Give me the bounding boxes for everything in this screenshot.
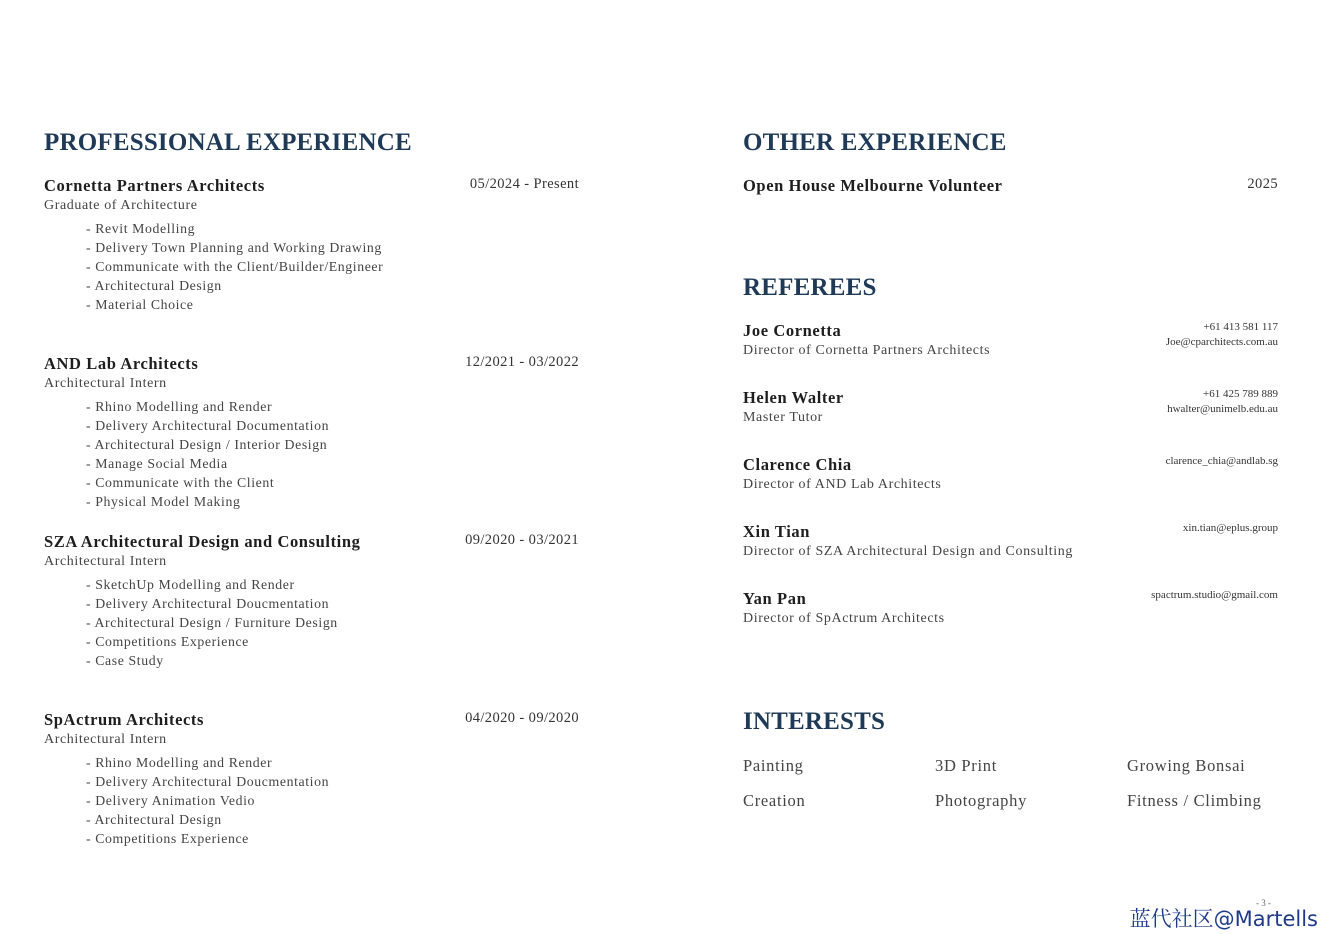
job-duty: - Architectural Design xyxy=(86,812,222,827)
job-role: Architectural Intern xyxy=(44,732,167,747)
referee-position: Master Tutor xyxy=(743,410,823,425)
job-duty: - Architectural Design xyxy=(86,278,222,293)
job-duty: - Delivery Town Planning and Working Drawing xyxy=(86,240,382,255)
job-duties-list xyxy=(86,219,383,314)
job-role: Graduate of Architecture xyxy=(44,198,198,213)
job-duty: - Communicate with the Client/Builder/Engineer xyxy=(86,259,384,274)
other-experience-title: Open House Melbourne Volunteer xyxy=(743,176,1003,195)
job-duties-list xyxy=(86,397,329,511)
job-dates: 09/2020 - 03/2021 xyxy=(465,532,579,548)
referee-email: hwalter@unimelb.edu.au xyxy=(1167,403,1278,415)
referee-name: Helen Walter xyxy=(743,388,844,407)
job-company: SpActrum Architects xyxy=(44,710,205,729)
job-duties-list xyxy=(86,575,338,670)
job-duty: - Competitions Experience xyxy=(86,831,249,846)
referee-position: Director of Cornetta Partners Architects xyxy=(743,343,991,358)
job-duty: - Delivery Architectural Doucmentation xyxy=(86,596,330,611)
job-duty: - Case Study xyxy=(86,653,164,668)
other-experience-year: 2025 xyxy=(1247,176,1278,192)
interest-item: Growing Bonsai xyxy=(1127,756,1246,775)
referee-email: clarence_chia@andlab.sg xyxy=(1165,455,1278,467)
job-role: Architectural Intern xyxy=(44,554,167,569)
interest-item: Photography xyxy=(935,791,1028,810)
referee-position: Director of SZA Architectural Design and Consulting xyxy=(743,544,1073,559)
job-duty: - Physical Model Making xyxy=(86,494,241,509)
referee-position: Director of AND Lab Architects xyxy=(743,477,942,492)
job-duty: - Material Choice xyxy=(86,297,194,312)
referee-phone: +61 425 789 889 xyxy=(1203,388,1278,400)
job-duty: - Revit Modelling xyxy=(86,221,196,236)
interest-item: Fitness / Climbing xyxy=(1127,791,1262,810)
professional-experience-heading: PROFESSIONAL EXPERIENCE xyxy=(44,129,412,156)
interests-heading: INTERESTS xyxy=(743,708,886,735)
referee-name: Clarence Chia xyxy=(743,455,852,474)
referees-heading: REFEREES xyxy=(743,274,877,301)
referee-name: Xin Tian xyxy=(743,522,811,541)
job-duty: - Competitions Experience xyxy=(86,634,249,649)
interest-item: 3D Print xyxy=(935,756,997,775)
job-duty: - Delivery Architectural Doucmentation xyxy=(86,774,330,789)
job-dates: 12/2021 - 03/2022 xyxy=(465,354,579,370)
job-duty: - Rhino Modelling and Render xyxy=(86,399,273,414)
job-company: SZA Architectural Design and Consulting xyxy=(44,532,361,551)
job-duty: - Architectural Design / Furniture Design xyxy=(86,615,338,630)
other-experience-heading: OTHER EXPERIENCE xyxy=(743,129,1007,156)
referee-phone: +61 413 581 117 xyxy=(1203,321,1278,333)
job-duty: - Architectural Design / Interior Design xyxy=(86,437,328,452)
interest-item: Painting xyxy=(743,756,804,775)
job-role: Architectural Intern xyxy=(44,376,167,391)
referee-email: Joe@cparchitects.com.au xyxy=(1165,336,1278,348)
referee-email: xin.tian@eplus.group xyxy=(1182,522,1278,534)
watermark: 蓝代社区@Martells xyxy=(1129,907,1318,931)
job-duty: - Delivery Animation Vedio xyxy=(86,793,256,808)
job-dates: 04/2020 - 09/2020 xyxy=(465,710,579,726)
job-company: AND Lab Architects xyxy=(44,354,199,373)
job-duty: - SketchUp Modelling and Render xyxy=(86,577,295,592)
job-duty: - Rhino Modelling and Render xyxy=(86,755,273,770)
job-duty: - Delivery Architectural Documentation xyxy=(86,418,330,433)
job-duty: - Manage Social Media xyxy=(86,456,228,471)
interest-item: Creation xyxy=(743,791,806,810)
referee-email: spactrum.studio@gmail.com xyxy=(1151,589,1278,601)
referee-position: Director of SpActrum Architects xyxy=(743,611,945,626)
job-duties-list xyxy=(86,753,329,848)
job-dates: 05/2024 - Present xyxy=(469,176,579,192)
referee-name: Yan Pan xyxy=(743,589,807,608)
job-company: Cornetta Partners Architects xyxy=(44,176,265,195)
job-duty: - Communicate with the Client xyxy=(86,475,275,490)
page-number: - 3 - xyxy=(1256,898,1271,908)
referee-name: Joe Cornetta xyxy=(743,321,842,340)
